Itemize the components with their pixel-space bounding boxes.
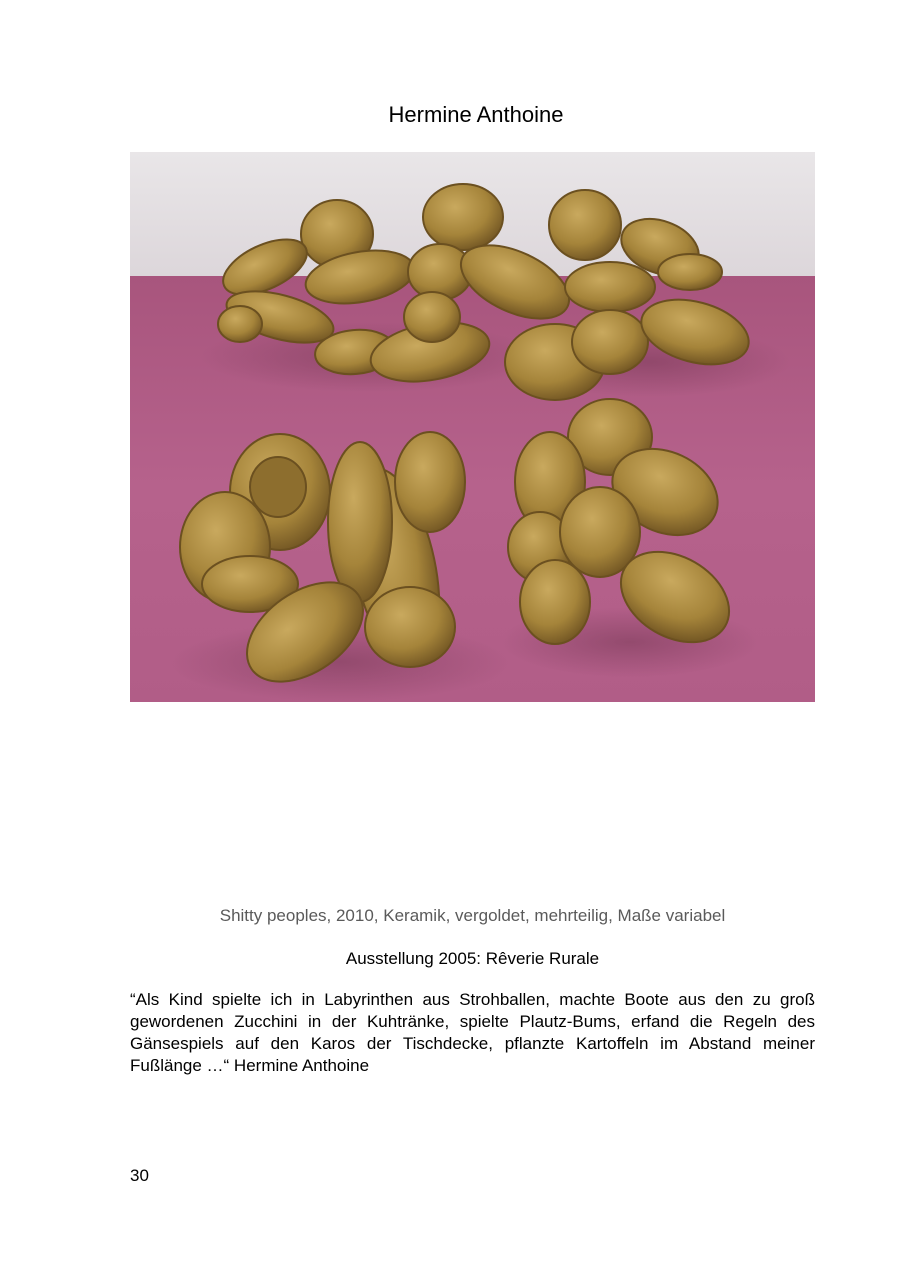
- artist-quote: “Als Kind spielte ich in Labyrinthen aus Strohballen, machte Boote aus den zu groß gewordenen Zucchini in der Kuhtränke, spielte Plautz-Bums, erfand die Regeln des Gänsespiels auf den Karos der Tischdecke, pflanzte Kartoffeln im Abstand meiner Fußlänge …“ Hermine Anthoine: [130, 990, 815, 1075]
- artwork-photo: [130, 152, 815, 702]
- page-title: Hermine Anthoine: [388, 102, 564, 127]
- artwork-caption: Shitty peoples, 2010, Keramik, vergoldet, mehrteilig, Maße variabel: [219, 906, 726, 925]
- page-number: 30: [130, 1166, 149, 1185]
- exhibition-line: Ausstellung 2005: Rêverie Rurale: [345, 949, 600, 968]
